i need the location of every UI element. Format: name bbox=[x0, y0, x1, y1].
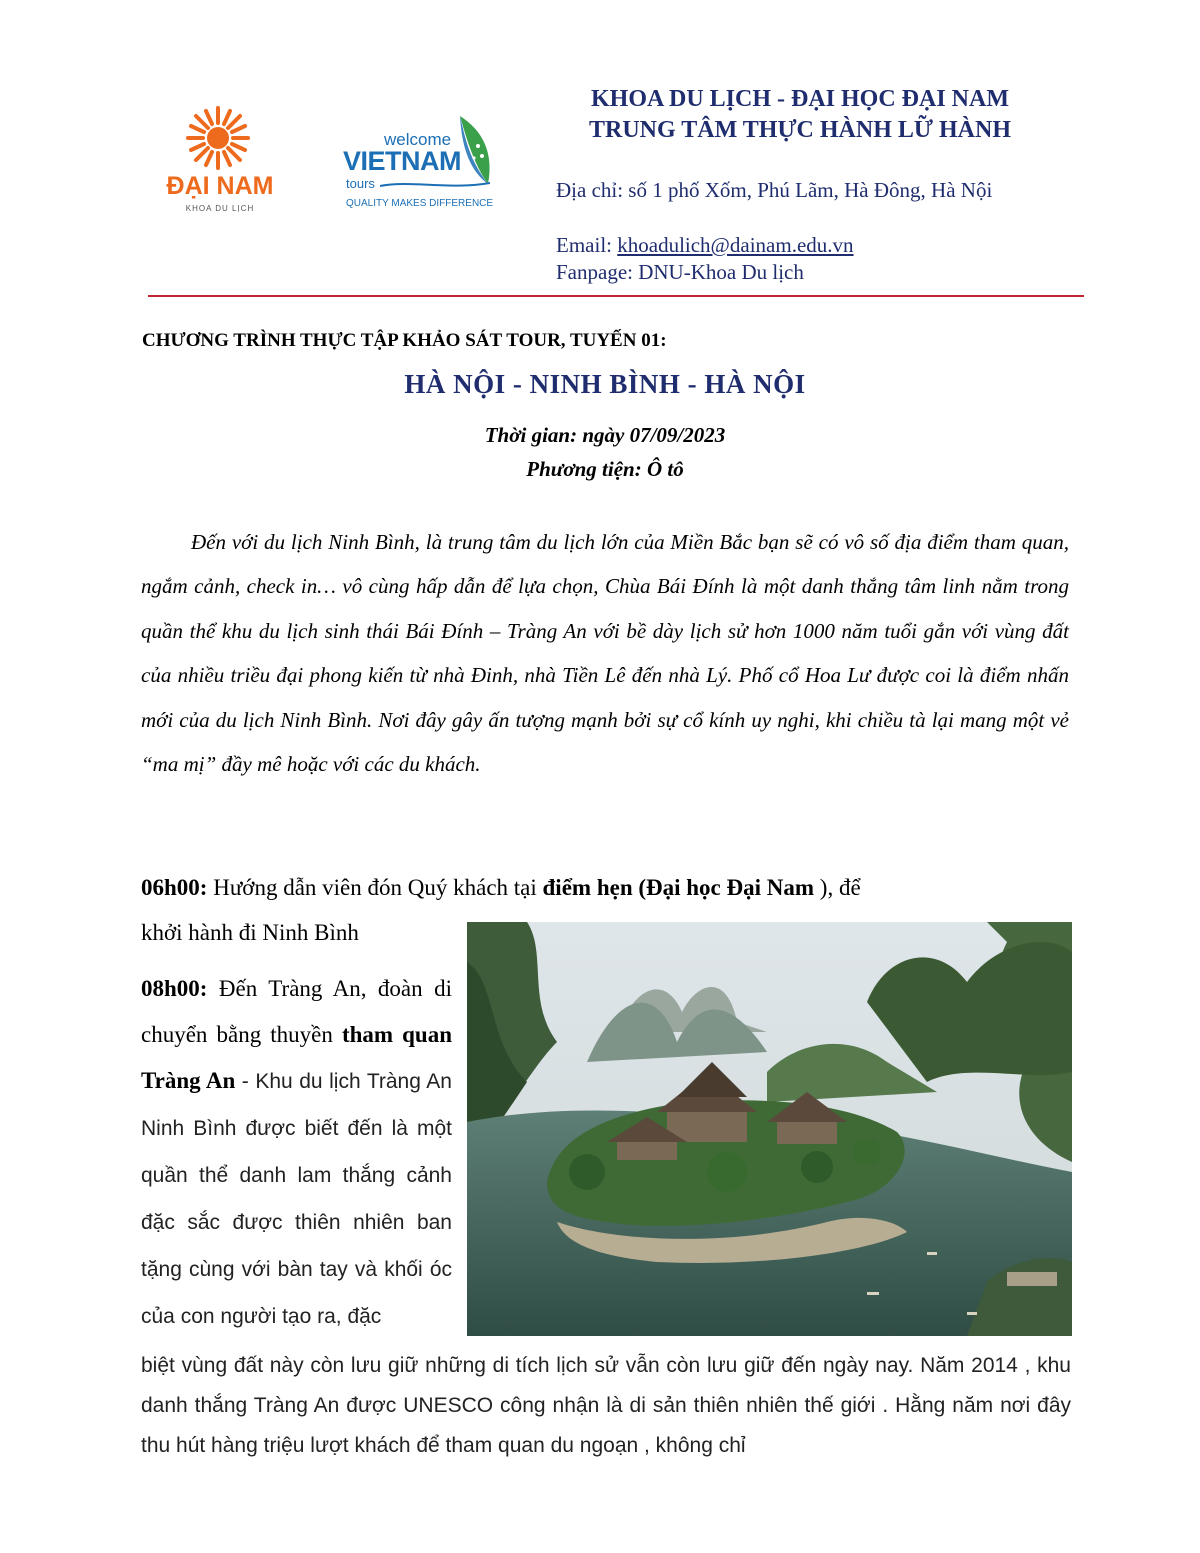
email-line bbox=[556, 233, 854, 258]
vehicle-line: Phương tiện: Ô tô bbox=[526, 457, 684, 481]
wave-icon bbox=[380, 180, 490, 190]
center-title: TRUNG TÂM THỰC HÀNH LỮ HÀNH bbox=[588, 117, 1011, 143]
trang-an-photo bbox=[467, 922, 1072, 1336]
faculty-title: KHOA DU LỊCH - ĐẠI HỌC ĐẠI NAM bbox=[590, 86, 1009, 112]
email-label: Email: bbox=[556, 233, 618, 257]
address-text: Địa chỉ: số 1 phố Xốm, Phú Lãm, Hà Đông, Hà Nội bbox=[556, 178, 993, 202]
time-line: Thời gian: ngày 07/09/2023 bbox=[484, 423, 726, 447]
dainam-logo bbox=[150, 104, 290, 219]
logo-tagline: QUALITY MAKES DIFFERENCE bbox=[346, 198, 494, 209]
route-title: HÀ NỘI - NINH BÌNH - HÀ NỘI bbox=[404, 369, 806, 399]
landscape-image bbox=[467, 922, 1072, 1336]
intro-text: Đến với du lịch Ninh Bình, là trung tâm du lịch lớn của Miền Bắc bạn sẽ có vô số địa điểm tham quan, ngắm cảnh, check in… vô cùng hấp dẫn để lựa chọn, Chùa Bái Đính là một danh thắng tâm linh nằm trong quần thể khu du lịch sinh thái Bái Đính – Tràng An với bề dày lịch sử hơn 1000 năm tuổi gắn với vùng đất của nhiều triều đại phong kiến từ nhà Đinh, nhà Tiền Lê đến nhà Lý. Phố cổ Hoa Lư được coi là điểm nhấn mới của du lịch Ninh Bình. Nơi đây gây ấn tượng mạnh bởi sự cổ kính uy nghi, khi chiều tà lại mang một vẻ “ma mị” đầy mê hoặc với các du khách. bbox=[141, 530, 1069, 777]
logo-tours-text: tours bbox=[346, 176, 375, 191]
trang-an-tour: tham quan Tràng An bbox=[141, 1022, 452, 1093]
intro-paragraph bbox=[141, 520, 1069, 786]
time-0600: 06h00: bbox=[141, 875, 208, 900]
email-link[interactable]: khoadulich@dainam.edu.vn bbox=[617, 233, 854, 257]
program-heading: CHƯƠNG TRÌNH THỰC TẬP KHẢO SÁT TOUR, TUYẾN 01: bbox=[142, 330, 667, 351]
dainam-logo-subtext: KHOA DU LỊCH bbox=[185, 204, 255, 213]
time-0800: 08h00: bbox=[141, 976, 208, 1001]
schedule-0600: 06h00: Hướng dẫn viên đón Quý khách tại điểm hẹn (Đại học Đại Nam ), để bbox=[141, 875, 861, 900]
schedule-0600-cont: khởi hành đi Ninh Bình bbox=[141, 920, 359, 945]
header-divider bbox=[148, 295, 1084, 297]
fanpage-text: Fanpage: DNU-Khoa Du lịch bbox=[556, 260, 804, 284]
schedule-0800-cont: biệt vùng đất này còn lưu giữ những di tích lịch sử vẫn còn lưu giữ đến ngày nay. Năm 2014 , khu danh thắng Tràng An được UNESCO công nhận là di sản thiên nhiên thế giới . Hằng năm nơi đây thu hút hàng triệu lượt khách để tham quan du ngoạn , không chỉ bbox=[141, 1354, 1071, 1457]
logo-vietnam-text: VIETNAM bbox=[343, 146, 461, 176]
meeting-point: điểm hẹn (Đại học Đại Nam bbox=[542, 875, 815, 900]
dainam-logo-text: ĐẠI NAM bbox=[166, 172, 274, 200]
logo-welcome-text: welcome bbox=[384, 130, 452, 149]
schedule-0800: 08h00: Đến Tràng An, đoàn di chuyển bằng thuyền tham quan Tràng An - Khu du lịch Tràng An Ninh Bình được biết đến là một quần thể danh lam thắng cảnh đặc sắc được thiên nhiên ban tặng cùng với bàn tay và khối óc của con người tạo ra, đặc bbox=[141, 976, 452, 1328]
vietnam-tours-logo bbox=[340, 112, 500, 212]
